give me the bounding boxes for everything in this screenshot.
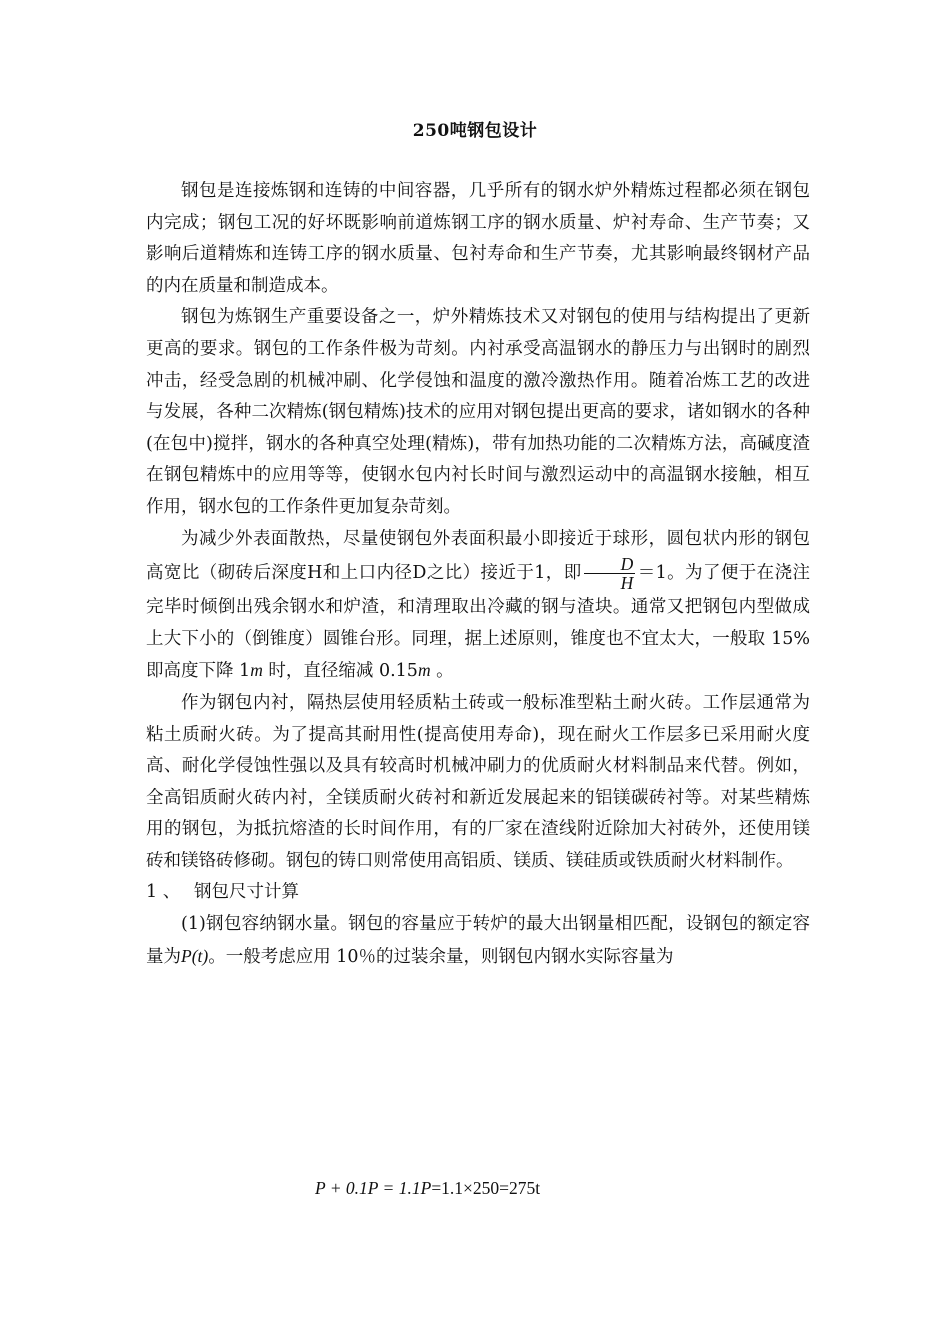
paragraph-working-conditions: 钢包为炼钢生产重要设备之一，炉外精炼技术又对钢包的使用与结构提出了更新更高的要求。钢包的工作条件极为苛刻。内衬承受高温钢水的静压力与出钢时的剧烈冲击，经受急剧的机械冲刷、化学侵蚀和温度的激冷激热作用。随着冶炼工艺的改进与发展，各种二次精炼(钢包精炼)技术的应用对钢包提出更高的要求，诸如钢水的各种(在包中)搅拌，钢水的各种真空处理(精炼)，带有加热功能的二次精炼方法，高碱度渣在钢包精炼中的应用等等，使钢水包内衬长时间与激烈运动中的高温钢水接触，相互作用，钢水包的工作条件更加复杂苛刻。 — [146, 307, 810, 517]
section-heading — [146, 877, 810, 909]
unit-meter: m — [250, 660, 263, 681]
paragraph-shape-ratio — [146, 524, 810, 688]
paragraph-text: 。一般考虑应用 10％的过装余量，则钢包内钢水实际容量为 — [208, 946, 674, 967]
formula-rhs: =1.1×250=275t — [431, 1178, 541, 1198]
fraction-d-over-h — [584, 555, 636, 592]
fraction-numerator: D — [584, 555, 636, 574]
symbol-capacity: P(t) — [181, 945, 209, 966]
paragraph-lining: 作为钢包内衬，隔热层使用轻质粘土砖或一般标准型粘土耐火砖。工作层通常为粘土质耐火砖。为了提高其耐用性(提高使用寿命)，现在耐火工作层多已采用耐火度高、耐化学侵蚀性强以及具有较高时机械冲刷力的优质耐火材料制品来代替。例如，全高铝质耐火砖内衬，全镁质耐火砖衬和新近发展起来的铝镁碳砖衬等。对某些精炼用的钢包，为抵抗熔渣的长时间作用，有的厂家在渣线附近除加大衬砖外，还使用镁砖和镁铬砖修砌。钢包的铸口则常使用高铝质、镁质、镁硅质或铁质耐火材料制作。 — [146, 692, 810, 871]
document-body — [146, 176, 810, 973]
paragraph-capacity — [146, 909, 810, 973]
capacity-formula — [315, 1178, 540, 1199]
section-title: 钢包尺寸计算 — [194, 882, 299, 903]
formula-lhs: P + 0.1P = 1.1P — [315, 1178, 432, 1198]
paragraph-text: ＝1。为了便于在浇注完毕时倾倒出残余钢水和炉渣，和清理取出冷藏的钢与渣块。通常又把钢包内型做成上大下小的（倒锥度）圆锥台形。同理，据上述原则，锥度也不宜太大，一般取 15%即高度下降 1 — [146, 563, 810, 682]
unit-meter: m — [417, 660, 431, 681]
paragraph-text: (1)钢包容纳钢水量。钢包的容量应于转炉的最大出钢量相匹配，设钢包的额定容量为 — [146, 914, 810, 967]
paragraph-text: 为减少外表面散热，尽量使钢包外表面积最小即接近于球形，圆包状内形的钢包高宽比（砌砖后深度H和上口内径D之比）接近于1，即 — [146, 528, 810, 584]
paragraph-text: 时，直径缩减 0.15 — [262, 661, 418, 682]
page-title: 250吨钢包设计 — [412, 121, 538, 141]
paragraph-intro: 钢包是连接炼钢和连铸的中间容器，几乎所有的钢水炉外精炼过程都必须在钢包内完成；钢包工况的好坏既影响前道炼钢工序的钢水质量、炉衬寿命、生产节奏；又影响后道精炼和连铸工序的钢水质量、包衬寿命和生产节奏，尤其影响最终钢材产品的内在质量和制造成本。 — [146, 181, 810, 296]
section-number: 1 、 — [146, 882, 181, 903]
fraction-denominator: H — [620, 573, 634, 594]
paragraph-text: 。 — [430, 661, 454, 682]
